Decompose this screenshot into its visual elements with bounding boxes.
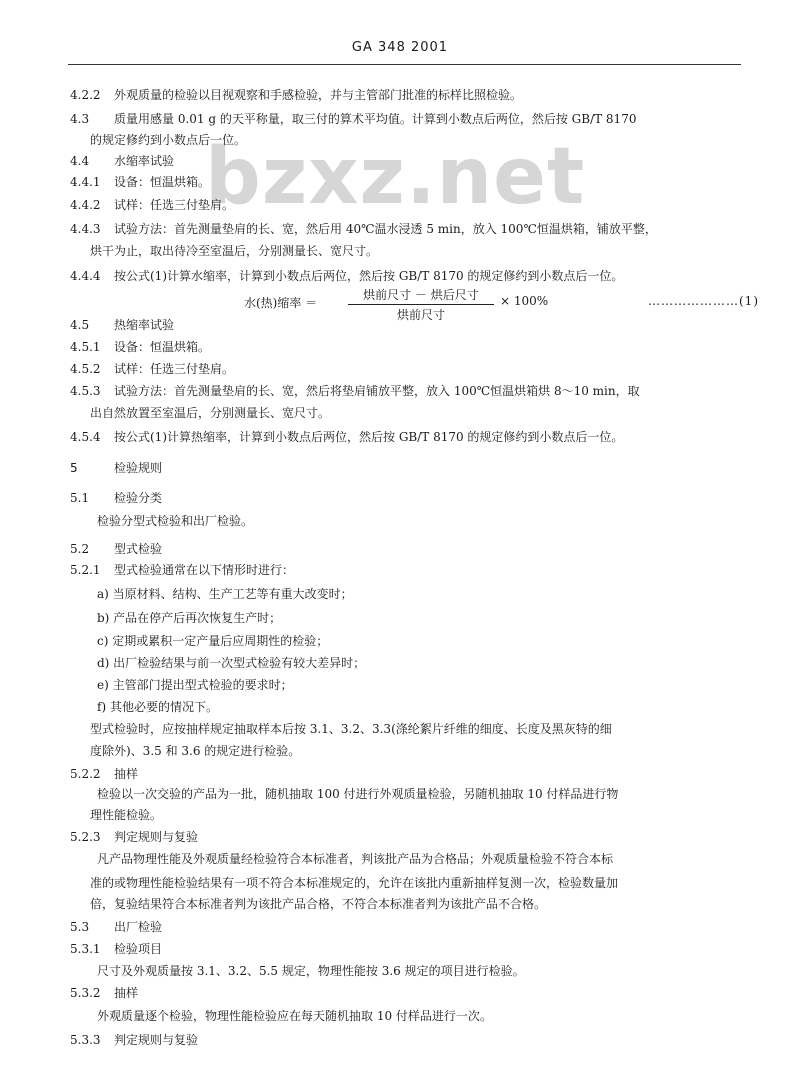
text-line	[90, 808, 770, 823]
text-line	[70, 563, 750, 578]
clause-text: 设备：恒温烘箱。	[114, 175, 211, 189]
clause-text: 试验方法：首先测量垫肩的长、宽，然后将垫肩铺放平整，放入 100℃恒温烘箱烘 8～10 min，取	[114, 384, 640, 398]
clause-text: 倍，复验结果符合本标准者判为该批产品合格，不符合本标准者判为该批产品不合格。	[90, 897, 547, 911]
text-line	[70, 318, 750, 333]
text-line	[90, 133, 770, 148]
text-line	[70, 1033, 750, 1048]
text-line	[70, 830, 750, 845]
text-line	[97, 656, 777, 671]
clause-text: 检验项目	[114, 942, 163, 956]
formula-multiplier: × 100%	[500, 294, 549, 308]
clause-number: 4.4	[70, 154, 90, 168]
formula-lhs: 水(热)缩率 ＝	[244, 296, 318, 310]
clause-text: 设备：恒温烘箱。	[114, 340, 211, 354]
clause-number: 5.2.3	[70, 830, 101, 844]
formula-number: …………………(1)	[648, 294, 759, 308]
text-line	[97, 611, 777, 626]
text-line	[90, 876, 770, 891]
clause-text: 判定规则与复验	[114, 1033, 199, 1047]
clause-number: 4.2.2	[70, 88, 101, 102]
clause-text: e) 主管部门提出型式检验的要求时；	[97, 678, 293, 692]
clause-text: 度除外)、3.5 和 3.6 的规定进行检验。	[90, 744, 301, 758]
text-line	[90, 897, 770, 912]
text-line	[70, 340, 750, 355]
clause-number: 4.4.4	[70, 269, 101, 283]
text-line	[90, 722, 770, 737]
clause-number: 4.5.4	[70, 430, 101, 444]
clause-text: 烘干为止，取出待冷至室温后，分别测量长、宽尺寸。	[90, 244, 379, 258]
clause-number: 5.3	[70, 920, 90, 934]
clause-number: 4.5.1	[70, 340, 101, 354]
clause-text: 凡产品物理性能及外观质量经检验符合本标准者，判该批产品为合格品；外观质量检验不符合本标	[97, 852, 614, 866]
text-line	[97, 678, 777, 693]
clause-number: 4.5.3	[70, 384, 101, 398]
clause-text: f) 其他必要的情况下。	[97, 700, 218, 714]
clause-text: 抽样	[114, 767, 139, 781]
text-line	[70, 362, 750, 377]
clause-text: 外观质量的检验以目视观察和手感检验，并与主管部门批准的标样比照检验。	[114, 88, 523, 102]
clause-text: 质量用感量 0.01 g 的天平称量，取三付的算术平均值。计算到小数点后两位，然后按 GB/T 8170	[114, 112, 637, 126]
text-line	[70, 222, 750, 237]
text-line	[97, 634, 777, 649]
clause-text: 型式检验时，应按抽样规定抽取样本后按 3.1、3.2、3.3(涤纶絮片纤维的细度、长度及黑灰特的细	[90, 722, 612, 736]
text-line	[70, 112, 750, 127]
clause-text: 型式检验	[114, 542, 163, 556]
text-line	[97, 700, 777, 715]
text-line	[70, 461, 750, 476]
text-line	[70, 154, 750, 169]
clause-text: 准的或物理性能检验结果有一项不符合本标准规定的，允许在该批内重新抽样复测一次，检验数量加	[90, 876, 619, 890]
clause-text: 检验规则	[114, 461, 163, 475]
clause-number: 5.3.2	[70, 986, 101, 1000]
clause-text: 试验方法：首先测量垫肩的长、宽，然后用 40℃温水浸透 5 min，放入 100℃恒温烘箱，铺放平整，	[114, 222, 657, 236]
clause-number: 4.4.1	[70, 175, 101, 189]
clause-text: 外观质量逐个检验，物理性能检验应在每天随机抽取 10 付样品进行一次。	[97, 1009, 492, 1023]
text-line	[97, 852, 777, 867]
clause-number: 5.2.2	[70, 767, 101, 781]
formula-numerator: 烘前尺寸 － 烘后尺寸	[348, 286, 494, 305]
text-line	[70, 920, 750, 935]
clause-text: b) 产品在停产后再次恢复生产时；	[97, 611, 282, 625]
clause-text: 试样：任选三付垫肩。	[114, 198, 235, 212]
page-header: GA 348 2001	[351, 40, 449, 55]
clause-text: 热缩率试验	[114, 318, 175, 332]
clause-text: 的规定修约到小数点后一位。	[90, 133, 247, 147]
text-line	[70, 542, 750, 557]
clause-text: 按公式(1)计算水缩率，计算到小数点后两位，然后按 GB/T 8170 的规定修约到小数点后一位。	[114, 269, 624, 283]
clause-text: 出自然放置至室温后，分别测量长、宽尺寸。	[90, 406, 331, 420]
text-line	[70, 175, 750, 190]
text-line	[70, 384, 750, 399]
clause-number: 5	[70, 461, 78, 475]
header-rule	[68, 64, 741, 65]
clause-number: 4.5.2	[70, 362, 101, 376]
watermark: bzxz.net	[205, 132, 586, 222]
clause-number: 5.2	[70, 542, 90, 556]
text-line	[70, 198, 750, 213]
clause-text: 按公式(1)计算热缩率，计算到小数点后两位，然后按 GB/T 8170 的规定修约到小数点后一位。	[114, 430, 624, 444]
text-line	[70, 430, 750, 445]
text-line	[97, 787, 777, 802]
clause-text: 水缩率试验	[114, 154, 175, 168]
clause-number: 5.2.1	[70, 563, 101, 577]
clause-text: 尺寸及外观质量按 3.1、3.2、5.5 规定，物理性能按 3.6 规定的项目进行检验。	[97, 964, 525, 978]
clause-text: 检验分类	[114, 491, 163, 505]
clause-text: a) 当原材料、结构、生产工艺等有重大改变时；	[97, 587, 353, 601]
clause-text: 检验分型式检验和出厂检验。	[97, 514, 254, 528]
clause-number: 4.4.2	[70, 198, 101, 212]
text-line	[90, 744, 770, 759]
clause-number: 4.4.3	[70, 222, 101, 236]
clause-number: 5.3.1	[70, 942, 101, 956]
clause-text: 试样：任选三付垫肩。	[114, 362, 235, 376]
clause-number: 4.3	[70, 112, 90, 126]
clause-text: 抽样	[114, 986, 139, 1000]
text-line	[70, 491, 750, 506]
text-line	[70, 986, 750, 1001]
clause-text: 理性能检验。	[90, 808, 163, 822]
text-line	[97, 964, 777, 979]
clause-number: 5.3.3	[70, 1033, 101, 1047]
clause-number: 5.1	[70, 491, 90, 505]
text-line	[70, 88, 750, 103]
text-line	[97, 587, 777, 602]
clause-text: 型式检验通常在以下情形时进行：	[114, 563, 295, 577]
text-line	[70, 269, 750, 284]
formula-denominator: 烘前尺寸	[396, 308, 445, 322]
text-line	[70, 767, 750, 782]
clause-text: 判定规则与复验	[114, 830, 199, 844]
text-line	[97, 514, 777, 529]
clause-text: 检验以一次交验的产品为一批，随机抽取 100 付进行外观质量检验，另随机抽取 10 付样品进行物	[97, 787, 619, 801]
clause-text: d) 出厂检验结果与前一次型式检验有较大差异时；	[97, 656, 366, 670]
clause-text: 出厂检验	[114, 920, 163, 934]
clause-number: 4.5	[70, 318, 90, 332]
text-line	[97, 1009, 777, 1024]
clause-text: c) 定期或累积一定产量后应周期性的检验；	[97, 634, 329, 648]
text-line	[90, 244, 770, 259]
text-line	[90, 406, 770, 421]
text-line	[70, 942, 750, 957]
